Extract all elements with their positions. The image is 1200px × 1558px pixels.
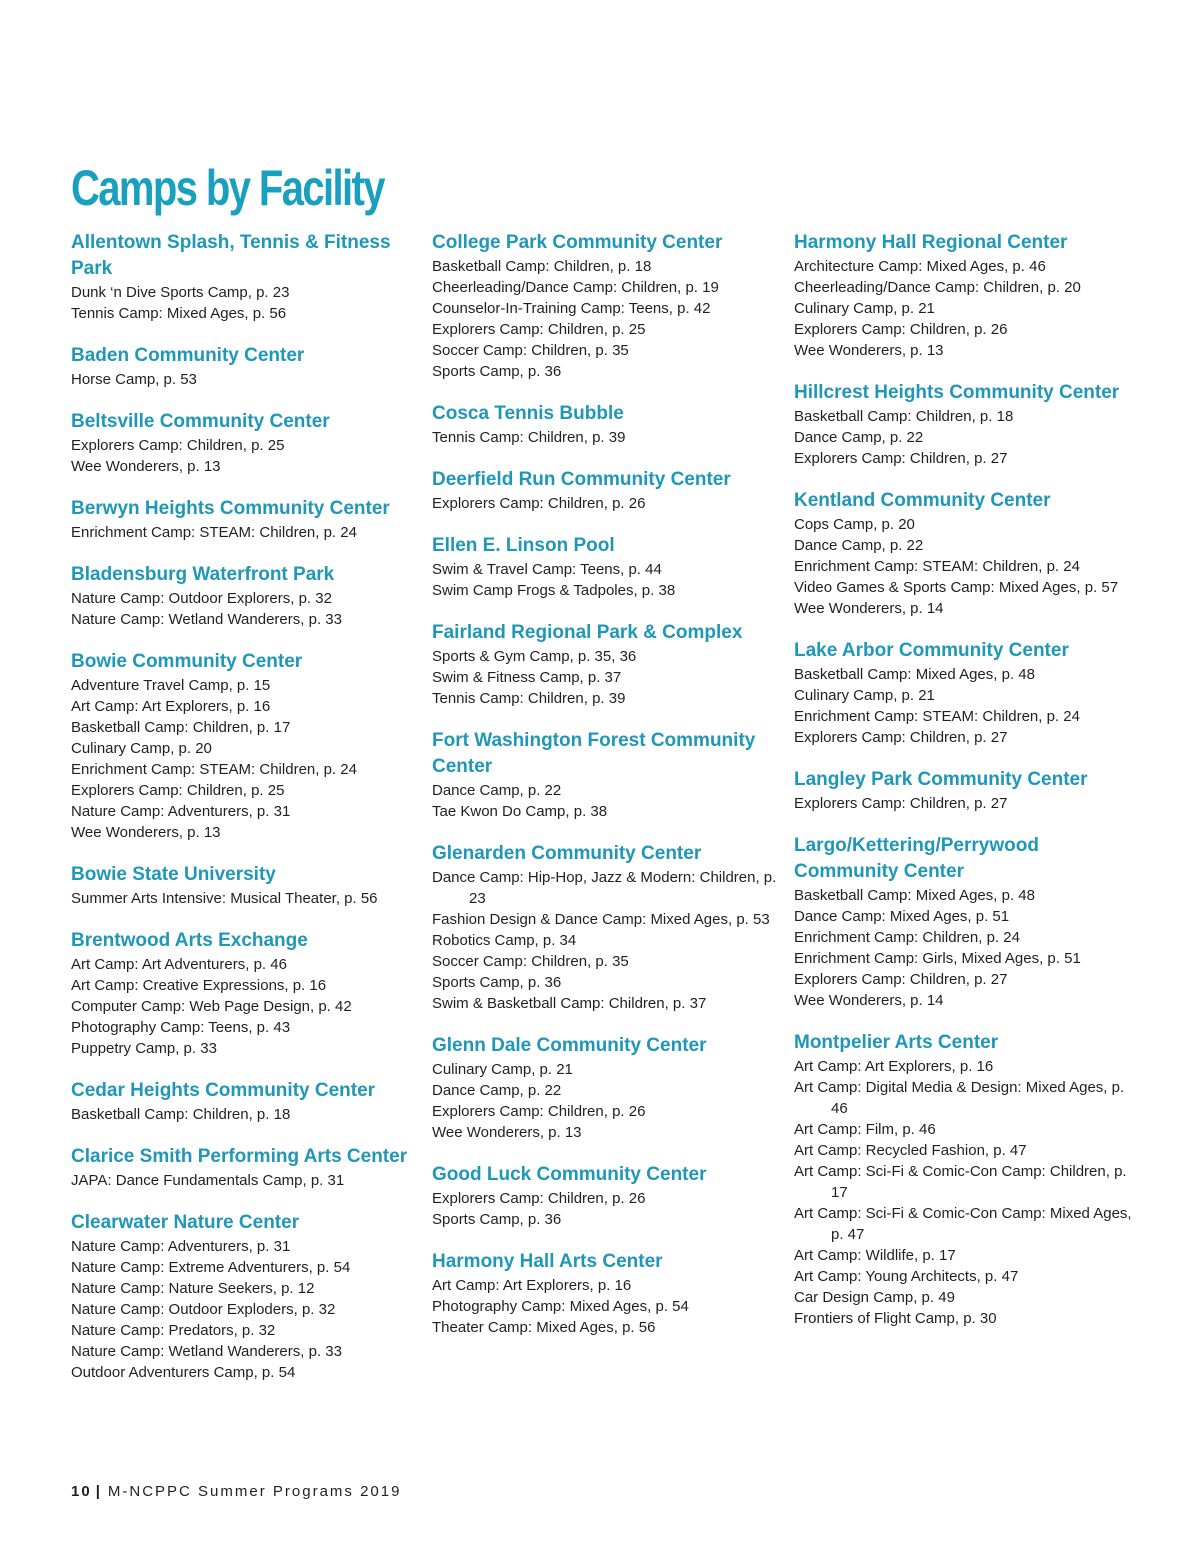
camp-listing: Explorers Camp: Children, p. 25 [71,437,285,454]
camp-listing: Wee Wonderers, p. 13 [71,458,221,475]
camp-listing: Computer Camp: Web Page Design, p. 42 [71,998,352,1015]
facility-name: Brentwood Arts Exchange [71,930,308,951]
facility-block [71,649,416,843]
facility-name: Bowie Community Center [71,651,303,672]
camp-listing: Culinary Camp, p. 20 [71,740,212,757]
facility-block [432,728,782,822]
camp-listing: Swim & Fitness Camp, p. 37 [432,669,622,686]
camp-listing: Wee Wonderers, p. 13 [71,824,221,841]
facility-name: Bowie State University [71,864,276,885]
camp-listing: Basketball Camp: Children, p. 18 [794,408,1014,425]
camp-listing: Robotics Camp, p. 34 [432,932,577,949]
publication-name: M-NCPPC Summer Programs 2019 [107,1483,402,1500]
camp-listing: Enrichment Camp: Girls, Mixed Ages, p. 51 [794,950,1081,967]
facility-block [794,638,1144,748]
camp-listing: Swim & Travel Camp: Teens, p. 44 [432,561,662,578]
camp-listing: Cheerleading/Dance Camp: Children, p. 19 [432,279,719,296]
facility-block [71,1210,416,1383]
facility-block [71,230,416,324]
camp-listing: Puppetry Camp, p. 33 [71,1040,217,1057]
facility-block [794,833,1144,1011]
camp-listing: Frontiers of Flight Camp, p. 30 [794,1310,997,1327]
facility-name: College Park Community Center [432,232,723,253]
camp-listing: Sports & Gym Camp, p. 35, 36 [432,648,637,665]
camp-listing: Wee Wonderers, p. 14 [794,992,944,1009]
camp-listing: Cheerleading/Dance Camp: Children, p. 20 [794,279,1081,296]
facility-name: Ellen E. Linson Pool [432,535,615,556]
camp-listing: Photography Camp: Mixed Ages, p. 54 [432,1298,689,1315]
camp-listing: Tennis Camp: Mixed Ages, p. 56 [71,305,287,322]
camp-listing: Counselor-In-Training Camp: Teens, p. 42 [432,300,711,317]
camp-listing: Nature Camp: Predators, p. 32 [71,1322,276,1339]
page-number: 10 [71,1483,92,1500]
camp-listing: Enrichment Camp: STEAM: Children, p. 24 [794,558,1080,575]
column-2 [432,230,782,1357]
page-title: Camps by Facility [71,160,384,216]
camp-listing: Summer Arts Intensive: Musical Theater, p. 56 [71,890,378,907]
facility-name: Fairland Regional Park & Complex [432,622,743,643]
camp-listing: Adventure Travel Camp, p. 15 [71,677,271,694]
camp-listing: Soccer Camp: Children, p. 35 [432,953,629,970]
camp-listing: Basketball Camp: Children, p. 17 [71,719,291,736]
camp-listing: Nature Camp: Outdoor Exploders, p. 32 [71,1301,336,1318]
camp-listing: Nature Camp: Wetland Wanderers, p. 33 [71,1343,342,1360]
camp-listing: Soccer Camp: Children, p. 35 [432,342,629,359]
facility-block [432,230,782,382]
facility-name: Fort Washington Forest Community Center [432,730,756,777]
camp-listing: Art Camp: Sci-Fi & Comic-Con Camp: Children, p. 17 [794,1163,1127,1201]
facility-block [71,862,416,909]
camp-listing: Dance Camp: Hip-Hop, Jazz & Modern: Children, p. 23 [432,869,777,907]
camp-listing: Nature Camp: Nature Seekers, p. 12 [71,1280,315,1297]
camp-listing: Wee Wonderers, p. 13 [794,342,944,359]
camp-listing: Enrichment Camp: STEAM: Children, p. 24 [71,524,357,541]
camp-listing: Basketball Camp: Children, p. 18 [71,1106,291,1123]
camp-listing: Enrichment Camp: STEAM: Children, p. 24 [71,761,357,778]
camp-listing: Explorers Camp: Children, p. 26 [432,495,646,512]
facility-name: Lake Arbor Community Center [794,640,1069,661]
camp-listing: Explorers Camp: Children, p. 27 [794,729,1008,746]
camp-listing: Tennis Camp: Children, p. 39 [432,690,626,707]
camp-listing: Dance Camp, p. 22 [432,782,562,799]
page-footer [71,1483,401,1500]
facility-block [432,841,782,1014]
camp-listing: Dance Camp, p. 22 [794,429,924,446]
camp-listing: Art Camp: Art Adventurers, p. 46 [71,956,287,973]
camp-listing: Nature Camp: Outdoor Explorers, p. 32 [71,590,332,607]
camp-listing: Car Design Camp, p. 49 [794,1289,955,1306]
facility-name: Bladensburg Waterfront Park [71,564,335,585]
camp-listing: Dance Camp, p. 22 [794,537,924,554]
facility-block [71,562,416,630]
column-1 [71,230,416,1402]
camp-listing: Wee Wonderers, p. 14 [794,600,944,617]
camp-listing: Dance Camp: Mixed Ages, p. 51 [794,908,1010,925]
camp-listing: Tennis Camp: Children, p. 39 [432,429,626,446]
column-3 [794,230,1144,1348]
camp-listing: Culinary Camp, p. 21 [432,1061,573,1078]
facility-block [432,1249,782,1338]
facility-block [71,1078,416,1125]
camp-listing: Wee Wonderers, p. 13 [432,1124,582,1141]
camp-listing: Dunk ‘n Dive Sports Camp, p. 23 [71,284,290,301]
facility-name: Baden Community Center [71,345,305,366]
camp-listing: Cops Camp, p. 20 [794,516,915,533]
camp-listing: Nature Camp: Adventurers, p. 31 [71,803,291,820]
camp-listing: Basketball Camp: Children, p. 18 [432,258,652,275]
facility-block [71,496,416,543]
camp-listing: Swim & Basketball Camp: Children, p. 37 [432,995,707,1012]
facility-name: Clearwater Nature Center [71,1212,300,1233]
camp-listing: Explorers Camp: Children, p. 26 [432,1190,646,1207]
camp-listing: Nature Camp: Extreme Adventurers, p. 54 [71,1259,351,1276]
camp-listing: Art Camp: Film, p. 46 [794,1121,936,1138]
camp-listing: Art Camp: Creative Expressions, p. 16 [71,977,327,994]
footer-separator: | [95,1483,102,1500]
facility-name: Allentown Splash, Tennis & Fitness Park [71,232,391,279]
camp-listing: Basketball Camp: Mixed Ages, p. 48 [794,666,1035,683]
camp-listing: Horse Camp, p. 53 [71,371,197,388]
facility-name: Glenarden Community Center [432,843,702,864]
camp-listing: Sports Camp, p. 36 [432,1211,562,1228]
camp-listing: Art Camp: Wildlife, p. 17 [794,1247,956,1264]
facility-name: Clarice Smith Performing Arts Center [71,1146,408,1167]
facility-block [432,1162,782,1230]
camp-listing: Art Camp: Art Explorers, p. 16 [432,1277,632,1294]
camp-listing: Fashion Design & Dance Camp: Mixed Ages, p. 53 [432,911,770,928]
facility-name: Cedar Heights Community Center [71,1080,376,1101]
facility-name: Cosca Tennis Bubble [432,403,624,424]
camp-listing: Explorers Camp: Children, p. 27 [794,795,1008,812]
facility-block [432,467,782,514]
camp-listing: Art Camp: Young Architects, p. 47 [794,1268,1019,1285]
camp-listing: Outdoor Adventurers Camp, p. 54 [71,1364,296,1381]
facility-name: Hillcrest Heights Community Center [794,382,1120,403]
facility-name: Good Luck Community Center [432,1164,707,1185]
camp-listing: Culinary Camp, p. 21 [794,300,935,317]
camp-listing: Art Camp: Digital Media & Design: Mixed Ages, p. 46 [794,1079,1125,1117]
facility-name: Beltsville Community Center [71,411,330,432]
camp-listing: Nature Camp: Wetland Wanderers, p. 33 [71,611,342,628]
facility-name: Montpelier Arts Center [794,1032,999,1053]
facility-name: Glenn Dale Community Center [432,1035,707,1056]
camp-listing: Architecture Camp: Mixed Ages, p. 46 [794,258,1046,275]
camp-listing: Dance Camp, p. 22 [432,1082,562,1099]
facility-block [794,230,1144,361]
facility-block [71,343,416,390]
camp-listing: Culinary Camp, p. 21 [794,687,935,704]
camp-listing: Nature Camp: Adventurers, p. 31 [71,1238,291,1255]
facility-name: Largo/Kettering/Perrywood Community Center [794,835,1039,882]
camp-listing: Art Camp: Recycled Fashion, p. 47 [794,1142,1027,1159]
facility-block [794,767,1144,814]
facility-name: Langley Park Community Center [794,769,1088,790]
camp-listing: Sports Camp, p. 36 [432,363,562,380]
facility-block [794,1030,1144,1329]
facility-block [432,401,782,448]
facility-block [71,928,416,1059]
camp-listing: Explorers Camp: Children, p. 27 [794,971,1008,988]
camp-listing: Swim Camp Frogs & Tadpoles, p. 38 [432,582,676,599]
camp-listing: Photography Camp: Teens, p. 43 [71,1019,291,1036]
facility-name: Harmony Hall Arts Center [432,1251,663,1272]
camp-listing: Tae Kwon Do Camp, p. 38 [432,803,608,820]
camp-listing: Explorers Camp: Children, p. 27 [794,450,1008,467]
facility-block [71,1144,416,1191]
camp-listing: Explorers Camp: Children, p. 26 [432,1103,646,1120]
camp-listing: Art Camp: Sci-Fi & Comic-Con Camp: Mixed Ages, p. 47 [794,1205,1132,1243]
facility-name: Kentland Community Center [794,490,1051,511]
camp-listing: Sports Camp, p. 36 [432,974,562,991]
camp-listing: Enrichment Camp: STEAM: Children, p. 24 [794,708,1080,725]
camp-listing: JAPA: Dance Fundamentals Camp, p. 31 [71,1172,345,1189]
camp-listing: Art Camp: Art Explorers, p. 16 [794,1058,994,1075]
facility-block [432,620,782,709]
facility-block [432,1033,782,1143]
camp-listing: Enrichment Camp: Children, p. 24 [794,929,1020,946]
facility-name: Harmony Hall Regional Center [794,232,1068,253]
facility-name: Berwyn Heights Community Center [71,498,390,519]
facility-block [432,533,782,601]
facility-block [794,380,1144,469]
camp-listing: Explorers Camp: Children, p. 26 [794,321,1008,338]
camp-listing: Explorers Camp: Children, p. 25 [432,321,646,338]
camp-listing: Video Games & Sports Camp: Mixed Ages, p. 57 [794,579,1119,596]
facility-block [71,409,416,477]
camp-listing: Theater Camp: Mixed Ages, p. 56 [432,1319,656,1336]
camp-listing: Explorers Camp: Children, p. 25 [71,782,285,799]
facility-block [794,488,1144,619]
camp-listing: Basketball Camp: Mixed Ages, p. 48 [794,887,1035,904]
camp-listing: Art Camp: Art Explorers, p. 16 [71,698,271,715]
facility-name: Deerfield Run Community Center [432,469,731,490]
